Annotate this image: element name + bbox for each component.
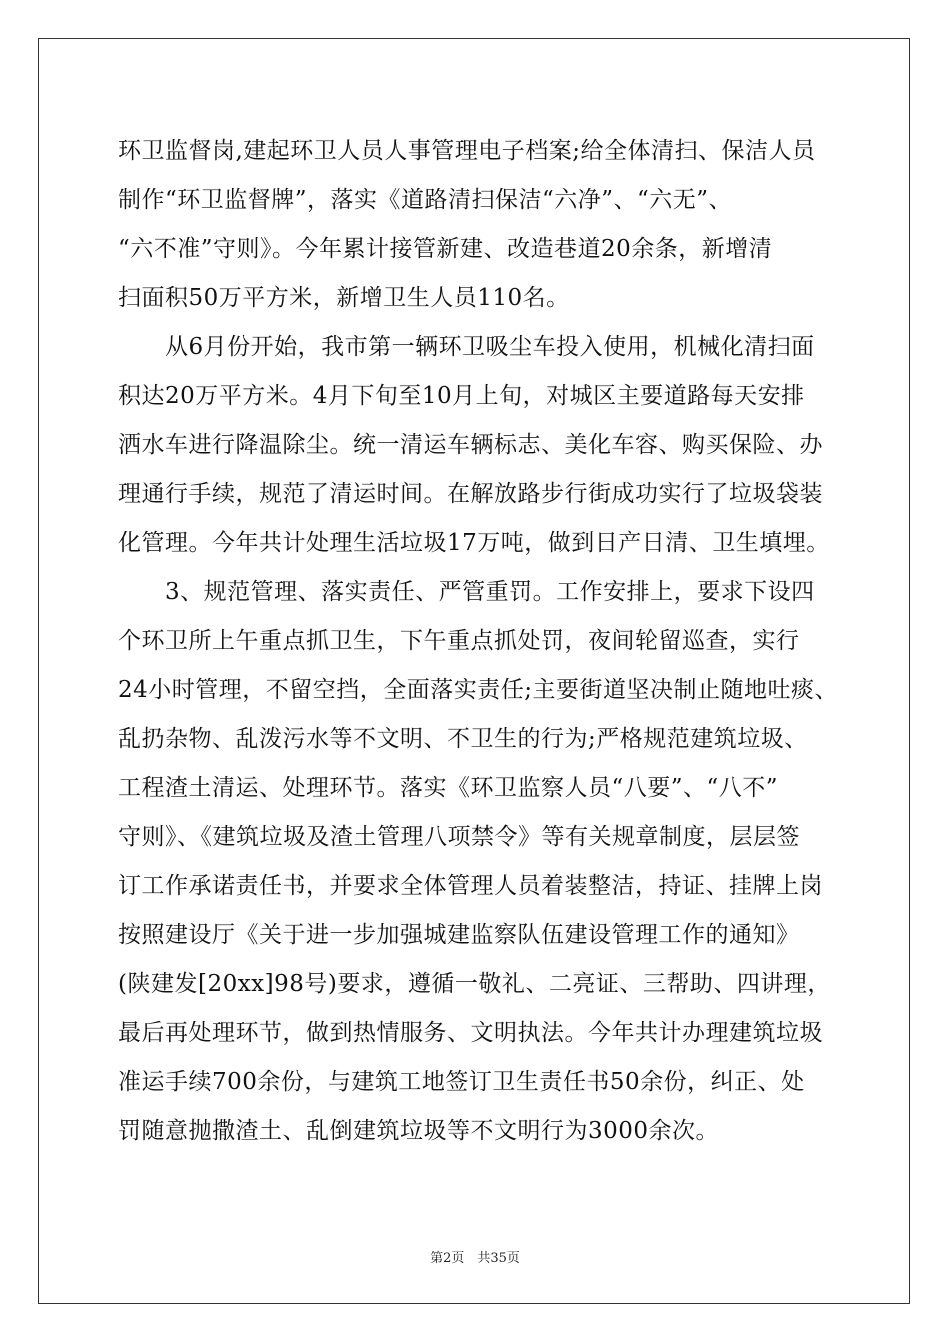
text-line: (陕建发[20xx]98号)要求，遵循一敬礼、二亮证、三帮助、四讲理， [118,971,831,997]
text-line: 工程渣土清运、处理环节。落实《环卫监察人员“八要”、“八不” [118,775,779,801]
text-line: “六不准”守则》。今年累计接管新建、改造巷道20余条，新增清 [118,236,773,262]
text-line: 准运手续700余份，与建筑工地签订卫生责任书50余份，纠正、处 [118,1069,805,1095]
text-line: 制作“环卫监督牌”，落实《道路清扫保洁“六净”、“六无”、 [118,187,733,213]
text-line: 化管理。今年共计处理生活垃圾17万吨，做到日产日清、卫生填埋。 [118,530,830,556]
text-line: 个环卫所上午重点抓卫生，下午重点抓处罚，夜间轮留巡查，实行 [118,628,800,654]
text-line: 环卫监督岗,建起环卫人员人事管理电子档案;给全体清扫、保洁人员 [118,138,816,164]
document-body [118,127,843,1156]
text-line: 订工作承诺责任书，并要求全体管理人员着装整洁，持证、挂牌上岗 [118,873,823,899]
text-line: 24小时管理，不留空挡，全面落实责任;主要街道坚决制止随地吐痰、 [118,677,839,703]
text-line: 洒水车进行降温除尘。统一清运车辆标志、美化车容、购买保险、办 [118,432,823,458]
page-number-footer: 第2页 共35页 [430,1251,520,1266]
text-line: 乱扔杂物、乱泼污水等不文明、不卫生的行为;严格规范建筑垃圾、 [118,726,808,752]
text-line: 罚随意抛撒渣土、乱倒建筑垃圾等不文明行为3000余次。 [118,1118,720,1144]
text-line: 3、规范管理、落实责任、严管重罚。工作安排上，要求下设四 [118,579,815,605]
text-line: 最后再处理环节，做到热情服务、文明执法。今年共计办理建筑垃圾 [118,1020,823,1046]
text-line: 扫面积50万平方米，新增卫生人员110名。 [118,285,570,311]
text-line: 从6月份开始，我市第一辆环卫吸尘车投入使用，机械化清扫面 [118,334,815,360]
text-line: 按照建设厅《关于进一步加强城建监察队伍建设管理工作的通知》 [118,922,800,948]
text-line: 理通行手续，规范了清运时间。在解放路步行街成功实行了垃圾袋装 [118,481,823,507]
text-line: 守则》、《建筑垃圾及渣土管理八项禁令》等有关规章制度，层层签 [118,824,800,850]
text-line: 积达20万平方米。4月下旬至10月上旬，对城区主要道路每天安排 [118,383,805,409]
